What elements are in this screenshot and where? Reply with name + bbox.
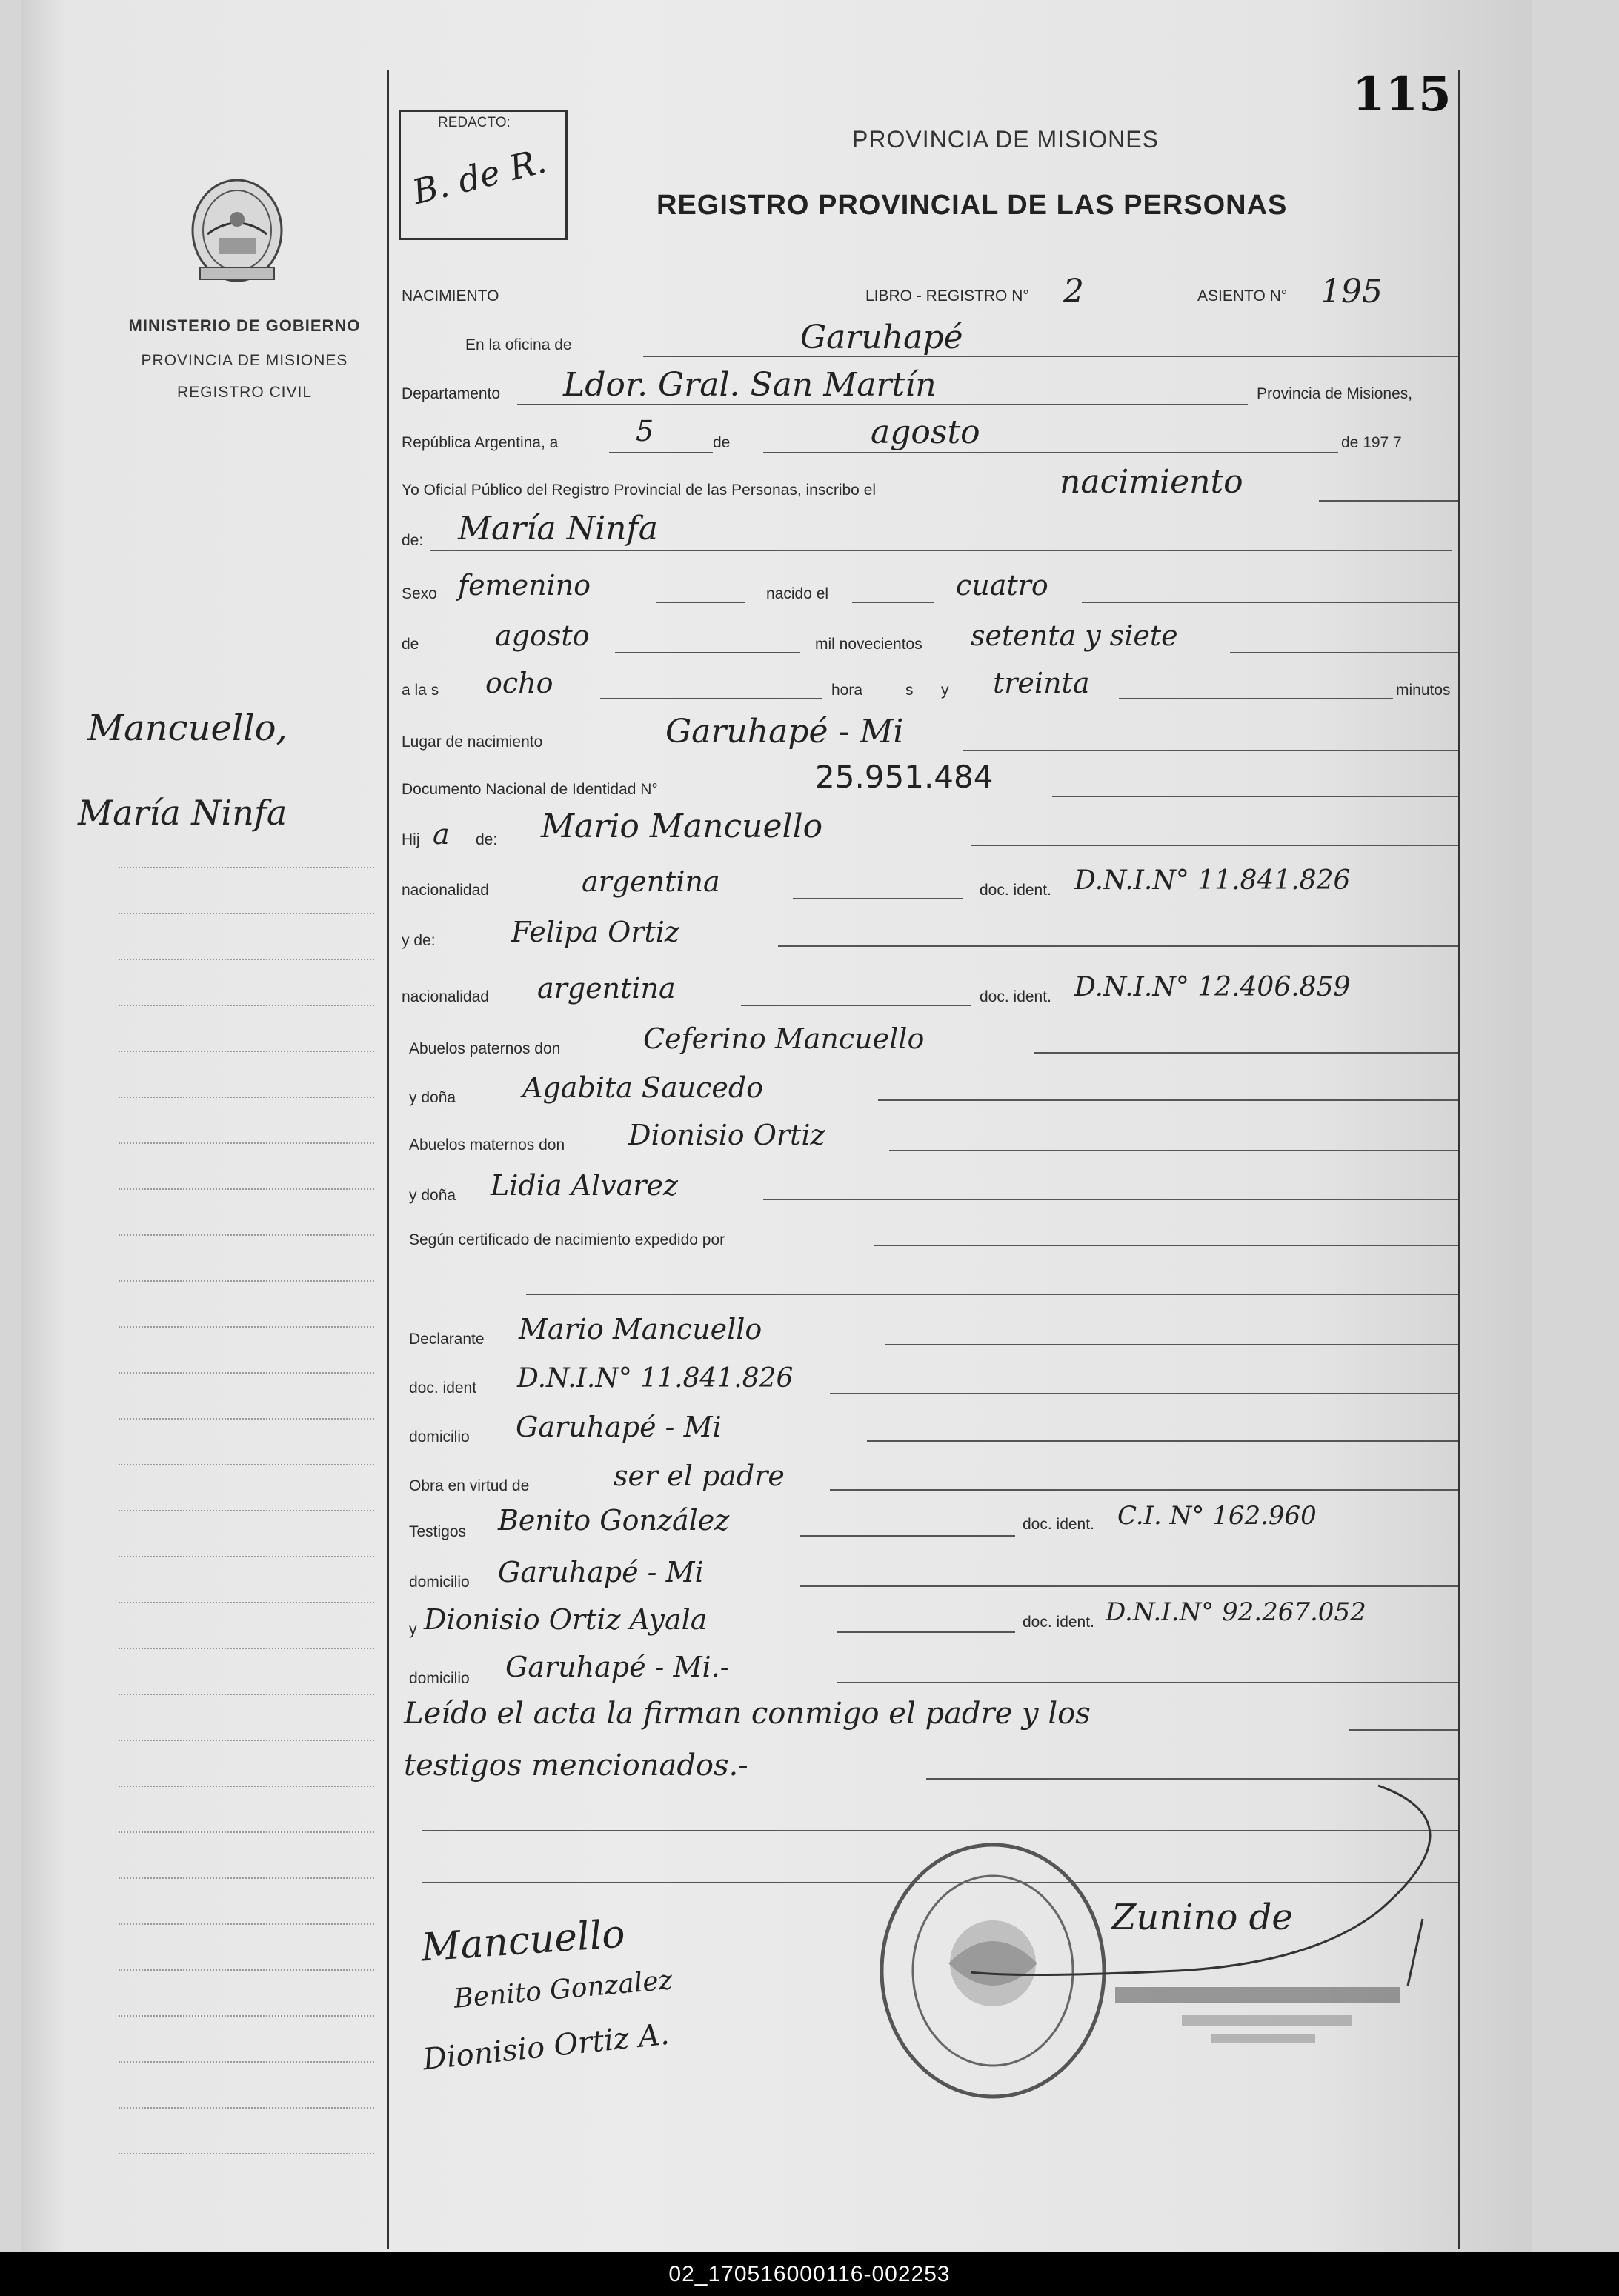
mes2-value: agosto — [495, 619, 590, 652]
testigo1-line — [800, 1535, 1015, 1537]
signature-official: Zunino de — [1111, 1897, 1293, 1938]
acto-line — [1319, 500, 1458, 502]
nombre-value: María Ninfa — [458, 510, 659, 548]
ab-pat-line — [1034, 1052, 1458, 1054]
declarante-label: Declarante — [409, 1331, 485, 1348]
republica-label: República Argentina, a — [402, 434, 559, 451]
oficina-value: Garuhapé — [800, 319, 963, 356]
dni-label: Documento Nacional de Identidad N° — [402, 781, 658, 798]
image-code-bar — [0, 2252, 1619, 2296]
dom-t1-line — [800, 1585, 1458, 1587]
ydona-mat-label: y doña — [409, 1187, 456, 1204]
dom-t2-line — [837, 1682, 1458, 1683]
provincial-seal-icon — [185, 175, 289, 286]
ab-mat2-line — [763, 1199, 1458, 1200]
testigo2-value: Dionisio Ortiz Ayala — [424, 1603, 708, 1636]
obra-value: ser el padre — [614, 1460, 785, 1492]
sexo-value: femenino — [458, 569, 591, 602]
ab-pat-label: Abuelos paternos don — [409, 1040, 561, 1057]
mil-label: mil novecientos — [815, 636, 922, 653]
dom-t1-label: domicilio — [409, 1574, 470, 1591]
sexo-line — [656, 602, 745, 603]
segun-label: Según certificado de nacimiento expedido por — [409, 1231, 725, 1248]
nac-madre-line — [741, 1005, 971, 1006]
ministry-province: PROVINCIA DE MISIONES — [141, 352, 348, 369]
de3-label: de — [402, 636, 419, 653]
margin-surname: Mancuello, — [87, 708, 287, 749]
nacimiento-label: NACIMIENTO — [402, 287, 499, 305]
doc-decl-label: doc. ident — [409, 1380, 477, 1397]
minutos-line — [1119, 698, 1393, 699]
closing-line-1: Leído el acta la firman conmigo el padre y los — [404, 1697, 1091, 1731]
nac-padre-value: argentina — [582, 865, 720, 898]
dni-line — [1052, 796, 1458, 797]
doc-madre-value: D.N.I.N° 12.406.859 — [1074, 972, 1351, 1002]
minutos-label: minutos — [1396, 682, 1451, 699]
ministry-registry: REGISTRO CIVIL — [176, 384, 313, 401]
dni-value: 25.951.484 — [815, 759, 994, 795]
oficina-label: En la oficina de — [465, 336, 572, 353]
nacido-line-2 — [1082, 602, 1458, 603]
de2-label: de: — [402, 532, 424, 549]
anio-value: 7 — [1393, 434, 1402, 451]
yde-label: y de: — [402, 932, 436, 949]
mes-line — [763, 452, 1338, 453]
nac-madre-value: argentina — [537, 972, 676, 1005]
madre-line — [778, 945, 1458, 947]
dom-t1-value: Garuhapé - Mi — [498, 1556, 704, 1588]
official-title-stamp — [1182, 2015, 1352, 2026]
anio2-line — [1230, 652, 1458, 653]
doc-madre-label: doc. ident. — [980, 988, 1051, 1005]
doc-t1-label: doc. ident. — [1023, 1516, 1094, 1533]
ydona-pat-label: y doña — [409, 1089, 456, 1106]
ab-mat-value: Dionisio Ortiz — [628, 1119, 825, 1151]
redacto-box — [399, 110, 568, 240]
page-number: 115 — [1352, 67, 1452, 122]
margin-given-name: María Ninfa — [78, 793, 287, 833]
padre-line — [971, 845, 1458, 846]
nombre-line — [430, 550, 1452, 551]
acto-value: nacimiento — [1060, 463, 1243, 501]
sexo-label: Sexo — [402, 585, 437, 602]
official-office-stamp — [1211, 2034, 1315, 2043]
minutos-value: treinta — [993, 667, 1090, 699]
nac-madre-label: nacionalidad — [402, 988, 489, 1005]
provincia-label: Provincia de Misiones, — [1257, 385, 1413, 402]
anio2-value: setenta y siete — [971, 619, 1178, 652]
nacido-line — [852, 602, 934, 603]
doc-decl-line — [830, 1393, 1458, 1394]
y2-label: y — [409, 1621, 417, 1638]
dom-decl-value: Garuhapé - Mi — [516, 1411, 722, 1443]
dia-line — [609, 452, 713, 453]
declarante-value: Mario Mancuello — [519, 1313, 762, 1345]
lugar-value: Garuhapé - Mi — [665, 713, 904, 751]
doc-padre-label: doc. ident. — [980, 882, 1051, 899]
hija-label: Hij — [402, 831, 420, 848]
ab-mat-label: Abuelos maternos don — [409, 1137, 565, 1154]
signature-flourish-icon — [963, 1778, 1467, 2015]
testigos-label: Testigos — [409, 1523, 467, 1540]
doc-t1-value: C.I. N° 162.960 — [1117, 1501, 1317, 1531]
declarante-line — [885, 1344, 1458, 1345]
left-frame-rule — [387, 70, 389, 2249]
asiento-label: ASIENTO N° — [1197, 287, 1288, 305]
hora-s: s — [905, 682, 914, 699]
oficina-line — [643, 356, 1458, 357]
ab-pat2-line — [878, 1099, 1458, 1101]
nac-padre-line — [793, 898, 963, 899]
hija-de-label: de: — [476, 831, 498, 848]
image-code: 02_170516000116-002253 — [668, 2261, 951, 2286]
hija-value: a — [433, 818, 450, 851]
ab-mat-line — [889, 1150, 1458, 1151]
closing-line-2: testigos mencionados.- — [404, 1748, 748, 1783]
signature-declarante: Mancuello — [419, 1911, 627, 1971]
ab-mat2-value: Lidia Alvarez — [491, 1169, 678, 1202]
mes-value: agosto — [871, 413, 980, 451]
nacido-label: nacido el — [766, 585, 829, 602]
doc-decl-value: D.N.I.N° 11.841.826 — [517, 1363, 794, 1394]
padre-value: Mario Mancuello — [541, 808, 823, 845]
lugar-label: Lugar de nacimiento — [402, 733, 543, 751]
closing-line-1-rule — [1349, 1729, 1458, 1731]
obra-line — [830, 1489, 1458, 1491]
mes2-line — [615, 652, 800, 653]
registry-heading: REGISTRO PROVINCIAL DE LAS PERSONAS — [656, 190, 1288, 221]
doc-padre-value: D.N.I.N° 11.841.826 — [1074, 865, 1351, 896]
departamento-value: Ldor. Gral. San Martín — [563, 366, 937, 404]
dom-t2-value: Garuhapé - Mi.- — [505, 1651, 730, 1683]
signature-testigo-1: Benito Gonzalez — [452, 1965, 674, 2014]
ab-pat-value: Ceferino Mancuello — [643, 1022, 925, 1055]
alas-label: a la s — [402, 682, 439, 699]
ministry-name: MINISTERIO DE GOBIERNO — [128, 316, 361, 335]
dom-decl-label: domicilio — [409, 1428, 470, 1445]
dom-decl-line — [867, 1440, 1458, 1442]
testigo2-line — [837, 1631, 1015, 1633]
departamento-label: Departamento — [402, 385, 501, 402]
hora-value: ocho — [485, 667, 553, 699]
signature-testigo-2: Dionisio Ortiz A. — [421, 2017, 671, 2077]
oficial-label: Yo Oficial Público del Registro Provincial de las Personas, inscribo el — [402, 482, 877, 499]
de-label: de — [713, 434, 731, 451]
y-label: y — [941, 682, 949, 699]
madre-value: Felipa Ortiz — [511, 916, 679, 948]
libro-label: LIBRO - REGISTRO N° — [865, 287, 1029, 305]
official-name-stamp — [1115, 1987, 1400, 2003]
doc-t2-label: doc. ident. — [1023, 1614, 1094, 1631]
departamento-line — [517, 404, 1248, 405]
nac-padre-label: nacionalidad — [402, 882, 489, 899]
libro-value: 2 — [1063, 273, 1084, 310]
obra-label: Obra en virtud de — [409, 1477, 530, 1494]
ab-pat2-value: Agabita Saucedo — [522, 1071, 764, 1104]
segun-line-2 — [526, 1294, 1458, 1295]
hora-label: hora — [831, 682, 863, 699]
province-heading: PROVINCIA DE MISIONES — [852, 126, 1159, 153]
dia-value: 5 — [636, 415, 654, 447]
doc-t2-value: D.N.I.N° 92.267.052 — [1106, 1597, 1366, 1627]
redacto-value: B. de R. — [408, 140, 551, 213]
hora-line — [600, 698, 822, 699]
segun-line — [874, 1245, 1458, 1246]
nacido-value: cuatro — [956, 569, 1048, 602]
testigo1-value: Benito González — [498, 1504, 730, 1537]
anio-label: de 197 — [1341, 434, 1389, 451]
redacto-label: REDACTO: — [438, 115, 511, 130]
asiento-value: 195 — [1320, 273, 1383, 310]
dom-t2-label: domicilio — [409, 1670, 470, 1687]
lugar-line — [963, 750, 1458, 751]
